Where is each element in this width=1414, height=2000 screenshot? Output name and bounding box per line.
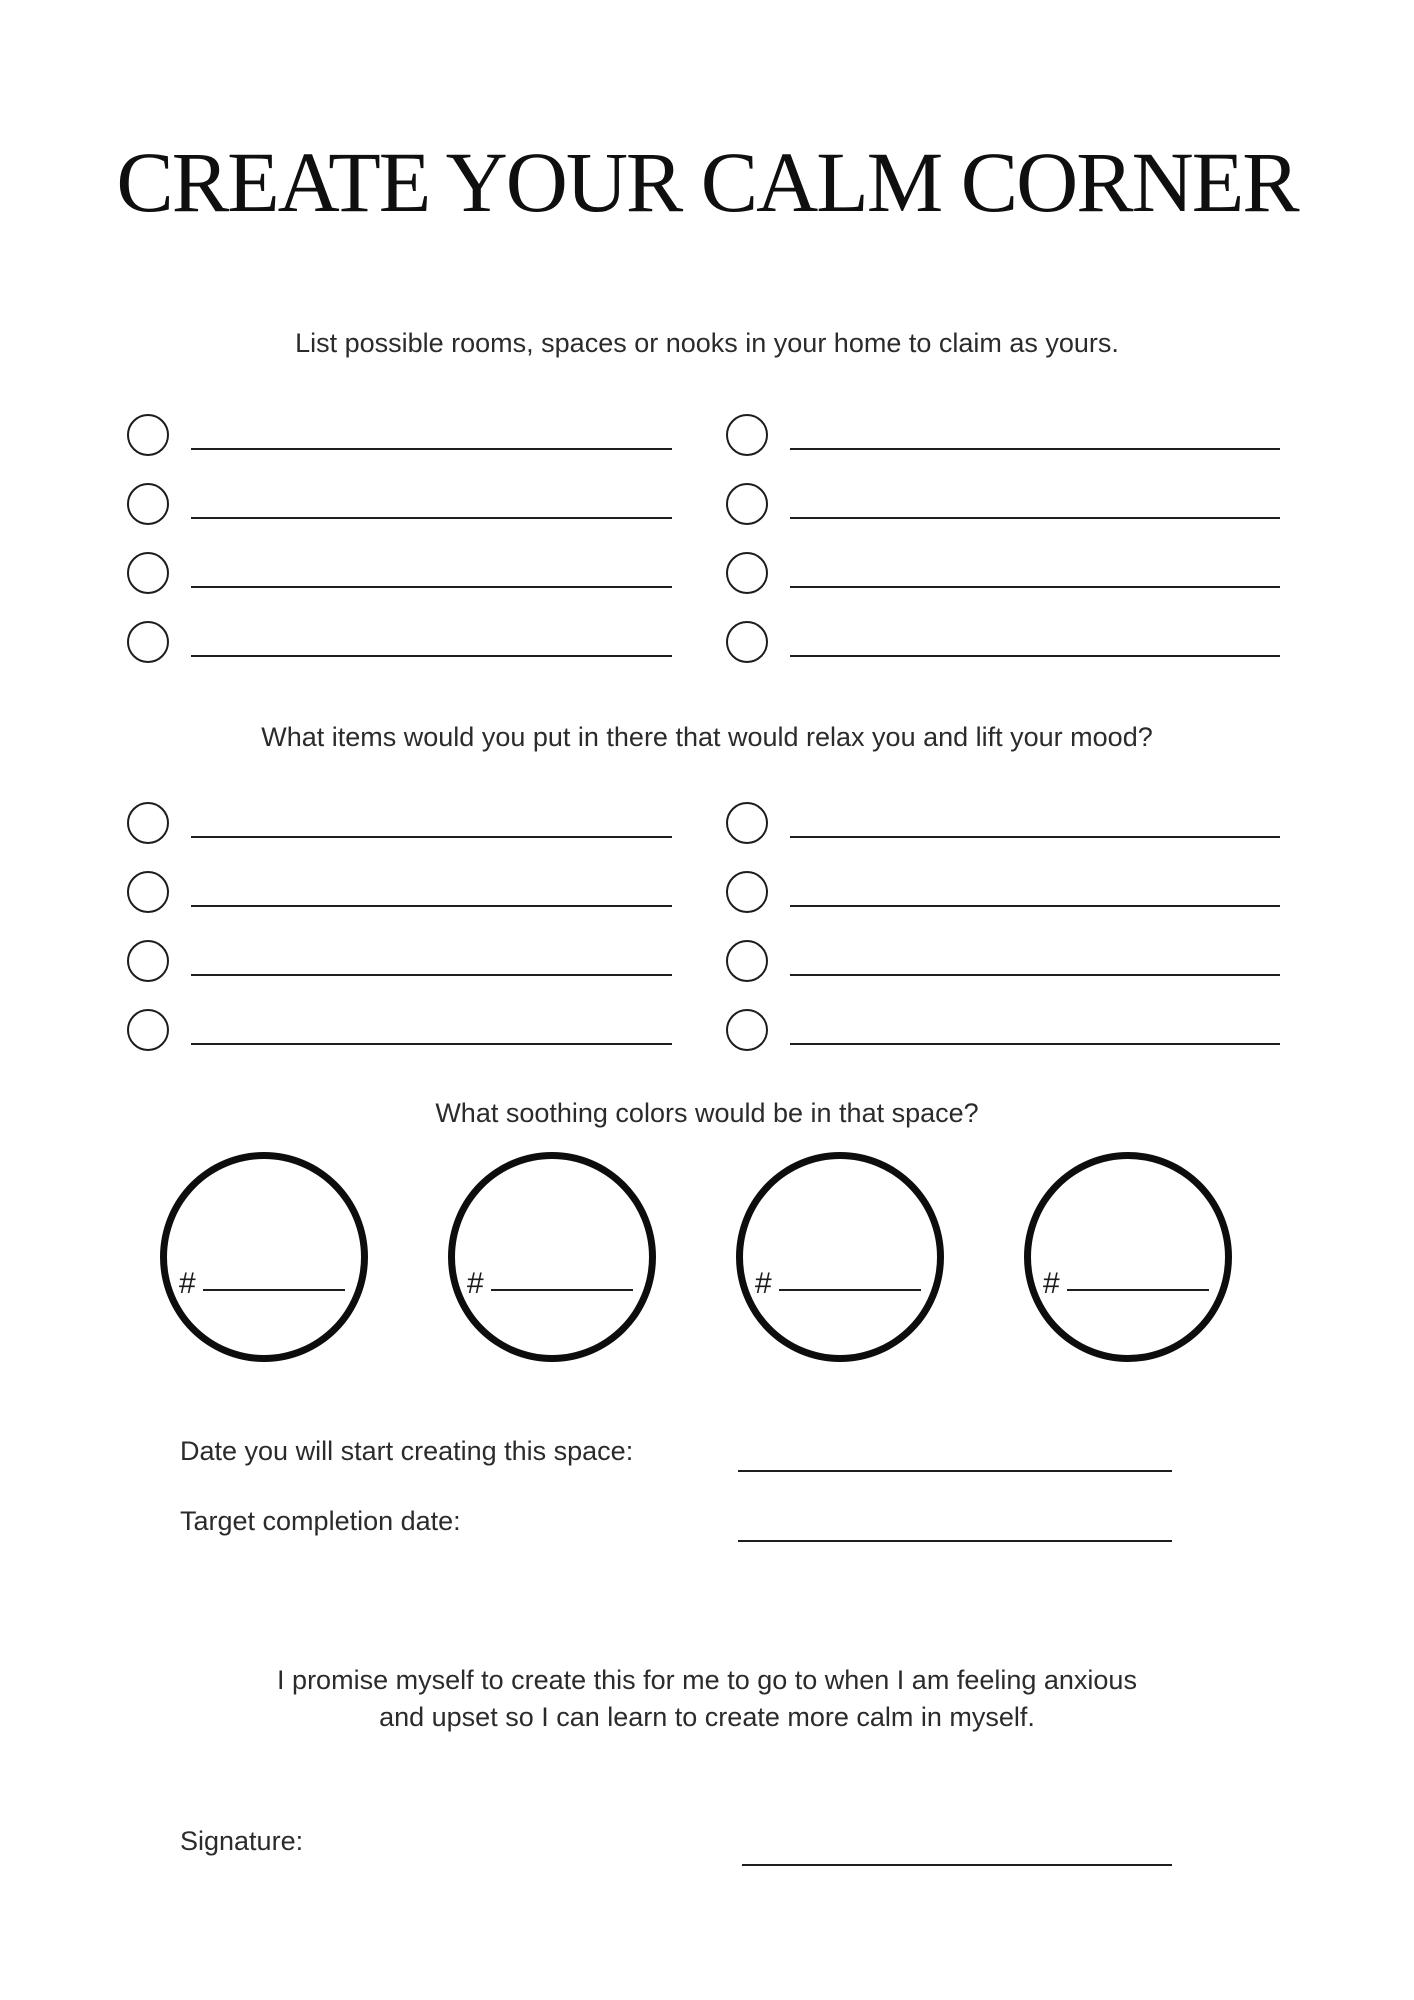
date-start-row — [180, 1428, 1172, 1472]
checklist-row — [127, 607, 672, 676]
checklist-row — [127, 857, 672, 926]
checklist-row — [127, 469, 672, 538]
rooms-checklist — [127, 400, 1280, 676]
hex-prefix: # — [179, 1267, 196, 1300]
color-circle[interactable] — [736, 1152, 944, 1362]
answer-line[interactable] — [191, 905, 672, 907]
date-completion-row — [180, 1498, 1172, 1542]
page-title: CREATE YOUR CALM CORNER — [116, 134, 1298, 230]
checkbox-circle-icon[interactable] — [127, 940, 169, 982]
checkbox-circle-icon[interactable] — [726, 1009, 768, 1051]
hex-code-field — [1043, 1267, 1209, 1301]
checkbox-circle-icon[interactable] — [726, 483, 768, 525]
color-circle[interactable] — [160, 1152, 368, 1362]
answer-line[interactable] — [790, 974, 1280, 976]
hex-code-field — [467, 1267, 633, 1301]
checklist-row — [726, 538, 1280, 607]
promise-statement — [0, 1662, 1414, 1736]
answer-line[interactable] — [191, 1043, 672, 1045]
checklist-row — [726, 857, 1280, 926]
checklist-row — [127, 788, 672, 857]
signature-row — [180, 1812, 1172, 1866]
hex-prefix: # — [1043, 1267, 1060, 1300]
answer-line[interactable] — [191, 517, 672, 519]
hex-code-line[interactable] — [203, 1289, 345, 1291]
date-completion-label: Target completion date: — [180, 1506, 461, 1536]
checklist-row — [726, 926, 1280, 995]
checkbox-circle-icon[interactable] — [726, 414, 768, 456]
checkbox-circle-icon[interactable] — [726, 802, 768, 844]
answer-line[interactable] — [790, 1043, 1280, 1045]
checkbox-circle-icon[interactable] — [726, 871, 768, 913]
checkbox-circle-icon[interactable] — [127, 1009, 169, 1051]
checklist-row — [726, 995, 1280, 1064]
answer-line[interactable] — [790, 836, 1280, 838]
checkbox-circle-icon[interactable] — [726, 552, 768, 594]
date-start-label: Date you will start creating this space: — [180, 1436, 634, 1466]
color-circle[interactable] — [448, 1152, 656, 1362]
promise-line-1: I promise myself to create this for me to go to when I am feeling anxious — [277, 1665, 1137, 1695]
date-start-line[interactable] — [738, 1470, 1172, 1472]
answer-line[interactable] — [790, 655, 1280, 657]
answer-line[interactable] — [790, 586, 1280, 588]
checkbox-circle-icon[interactable] — [127, 552, 169, 594]
answer-line[interactable] — [191, 448, 672, 450]
date-completion-line[interactable] — [738, 1540, 1172, 1542]
color-swatch-row — [160, 1152, 1232, 1362]
hex-code-field — [755, 1267, 921, 1301]
hex-code-line[interactable] — [779, 1289, 921, 1291]
answer-line[interactable] — [191, 586, 672, 588]
checkbox-circle-icon[interactable] — [726, 940, 768, 982]
answer-line[interactable] — [790, 448, 1280, 450]
checklist-row — [127, 995, 672, 1064]
checkbox-circle-icon[interactable] — [127, 802, 169, 844]
promise-line-2: and upset so I can learn to create more calm in myself. — [379, 1702, 1035, 1732]
checklist-row — [726, 788, 1280, 857]
items-prompt: What items would you put in there that would relax you and lift your mood? — [261, 722, 1153, 752]
hex-prefix: # — [755, 1267, 772, 1300]
answer-line[interactable] — [790, 517, 1280, 519]
colors-prompt: What soothing colors would be in that space? — [435, 1098, 979, 1128]
rooms-prompt: List possible rooms, spaces or nooks in your home to claim as yours. — [295, 328, 1119, 358]
checklist-row — [127, 400, 672, 469]
hex-code-field — [179, 1267, 345, 1301]
signature-line[interactable] — [742, 1864, 1172, 1866]
checklist-row — [726, 469, 1280, 538]
answer-line[interactable] — [191, 655, 672, 657]
checkbox-circle-icon[interactable] — [127, 483, 169, 525]
checklist-row — [127, 538, 672, 607]
color-circle[interactable] — [1024, 1152, 1232, 1362]
checklist-row — [726, 400, 1280, 469]
items-checklist — [127, 788, 1280, 1064]
hex-prefix: # — [467, 1267, 484, 1300]
hex-code-line[interactable] — [491, 1289, 633, 1291]
checkbox-circle-icon[interactable] — [127, 871, 169, 913]
checkbox-circle-icon[interactable] — [127, 414, 169, 456]
hex-code-line[interactable] — [1067, 1289, 1209, 1291]
checkbox-circle-icon[interactable] — [726, 621, 768, 663]
checkbox-circle-icon[interactable] — [127, 621, 169, 663]
checklist-row — [726, 607, 1280, 676]
answer-line[interactable] — [191, 974, 672, 976]
checklist-row — [127, 926, 672, 995]
answer-line[interactable] — [790, 905, 1280, 907]
signature-label: Signature: — [180, 1826, 304, 1856]
answer-line[interactable] — [191, 836, 672, 838]
